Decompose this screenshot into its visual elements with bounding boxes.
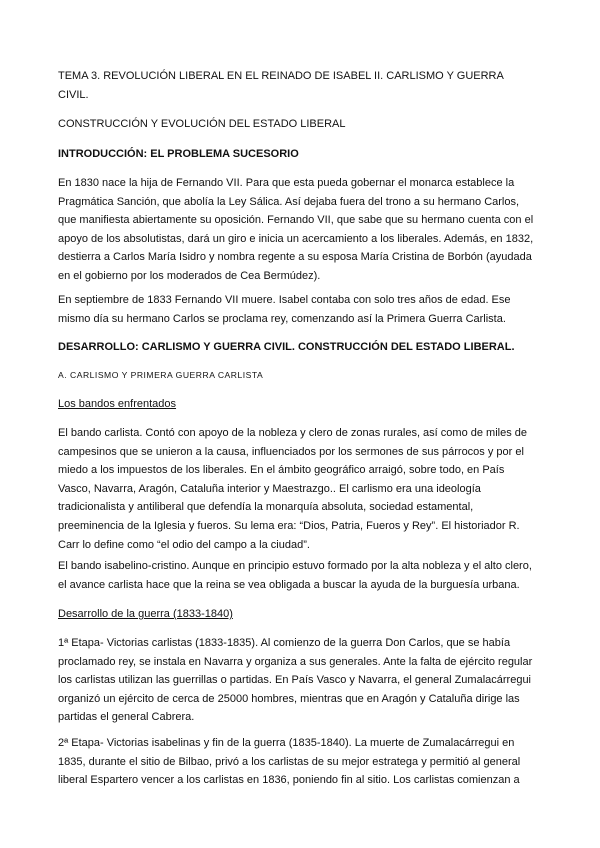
paragraph-line: proclamado rey, se instala en Navarra y organiza a sus generales. Ante la falta de ejército regular	[58, 655, 533, 668]
paragraph-line: campesinos que se unieron a la causa, influenciados por los sermones de sus párrocos y por el	[58, 445, 524, 458]
paragraph-line: En septiembre de 1833 Fernando VII muere. Isabel contaba con solo tres años de edad. Ese	[58, 294, 511, 306]
paragraph-line: Carr lo define como “el odio del campo a la ciudad”.	[58, 538, 310, 551]
paragraph-line: en el gobierno por los moderados de Cea Bermúdez).	[58, 269, 321, 282]
intro-heading-text: INTRODUCCIÓN: EL PROBLEMA SUCESORIO	[58, 148, 299, 160]
paragraph-line: El bando isabelino-cristino. Aunque en principio estuvo formado por la alta nobleza y el alto clero,	[58, 560, 532, 572]
subtitle-text: CONSTRUCCIÓN Y EVOLUCIÓN DEL ESTADO LIBERAL	[58, 118, 346, 130]
isabelino-paragraph	[58, 557, 548, 594]
paragraph-line: organizó un ejército de cerca de 25000 hombres, mientras que en Aragón y Cataluña dirige las	[58, 692, 520, 705]
paragraph-line: 1ª Etapa- Victorias carlistas (1833-1835). Al comienzo de la guerra Don Carlos, que se había	[58, 637, 511, 649]
paragraph-line: miedo a los impuestos de los liberales. En el ámbito geográfico arraigó, sobre todo, en País	[58, 464, 505, 477]
section-a-text: A. CARLISMO Y PRIMERA GUERRA CARLISTA	[58, 370, 264, 380]
paragraph-line: En 1830 nace la hija de Fernando VII. Para que esta pueda gobernar el monarca establece la	[58, 177, 515, 189]
paragraph-line: apoyo de los absolutistas, dará un giro e inicia un acercamiento a los liberales. Además, en 1832,	[58, 232, 534, 245]
paragraph-line: 2ª Etapa- Victorias isabelinas y fin de la guerra (1835-1840). La muerte de Zumalacárregui en	[58, 737, 515, 749]
paragraph-line: que manifiesta abiertamente su oposición. Fernando VII, que sabe que su hermano cuenta con el	[58, 214, 534, 227]
development-heading	[58, 338, 548, 357]
intro-paragraph-1	[58, 174, 548, 286]
paragraph-line: los carlistas utilizan las guerrillas o partidas. En País Vasco y Navarra, el general Zumalacárregui	[58, 674, 532, 687]
bandos-heading	[58, 395, 548, 414]
etapa-2-paragraph	[58, 734, 548, 790]
document-subtitle	[58, 115, 548, 134]
paragraph-line: Vasco, Navarra, Aragón, Cataluña interior y Maestrazgo.. El carlismo era una ideología	[58, 482, 481, 495]
paragraph-line: mismo día su hermano Carlos se proclama rey, comenzando así la Primera Guerra Carlista.	[58, 312, 506, 325]
document-title	[58, 67, 548, 104]
paragraph-line: destierra a Carlos María Isidro y nombra regente a su esposa María Cristina de Borbón (ayudada	[58, 251, 532, 264]
carlista-paragraph	[58, 424, 548, 554]
paragraph-line: preeminencia de la Iglesia y fueros. Su lema era: “Dios, Patria, Fueros y Rey”. El historiador R.	[58, 519, 520, 532]
etapa-1-paragraph	[58, 634, 548, 727]
paragraph-line: El bando carlista. Contó con apoyo de la nobleza y clero de zonas rurales, así como de miles de	[58, 427, 527, 439]
paragraph-line: partidas el general Cabrera.	[58, 711, 195, 724]
paragraph-line: liberal Espartero vencer a los carlistas en 1836, poniendo fin al sitio. Los carlistas comienzan a	[58, 774, 520, 787]
intro-heading	[58, 145, 548, 164]
bandos-heading-text: Los bandos enfrentados	[58, 398, 177, 410]
paragraph-line: Pragmática Sanción, que abolía la Ley Sálica. Así dejaba fuera del trono a su hermano Carlos,	[58, 195, 520, 208]
title-line: CIVIL.	[58, 88, 89, 101]
development-heading-text: DESARROLLO: CARLISMO Y GUERRA CIVIL. CONSTRUCCIÓN DEL ESTADO LIBERAL.	[58, 341, 515, 353]
paragraph-line: tradicionalista y antiliberal que defendía la monarquía absoluta, sociedad estamental,	[58, 501, 474, 514]
paragraph-line: 1835, durante el sitio de Bilbao, privó a los carlistas de su mejor estratega y permitió al general	[58, 755, 521, 768]
intro-paragraph-2	[58, 291, 548, 328]
guerra-heading-text: Desarrollo de la guerra (1833-1840)	[58, 608, 233, 620]
guerra-heading	[58, 605, 548, 624]
section-a-heading	[58, 366, 548, 385]
paragraph-line: el avance carlista hace que la reina se vea obligada a buscar la ayuda de la burguesía urbana.	[58, 578, 520, 591]
title-line: TEMA 3. REVOLUCIÓN LIBERAL EN EL REINADO DE ISABEL II. CARLISMO Y GUERRA	[58, 70, 504, 82]
